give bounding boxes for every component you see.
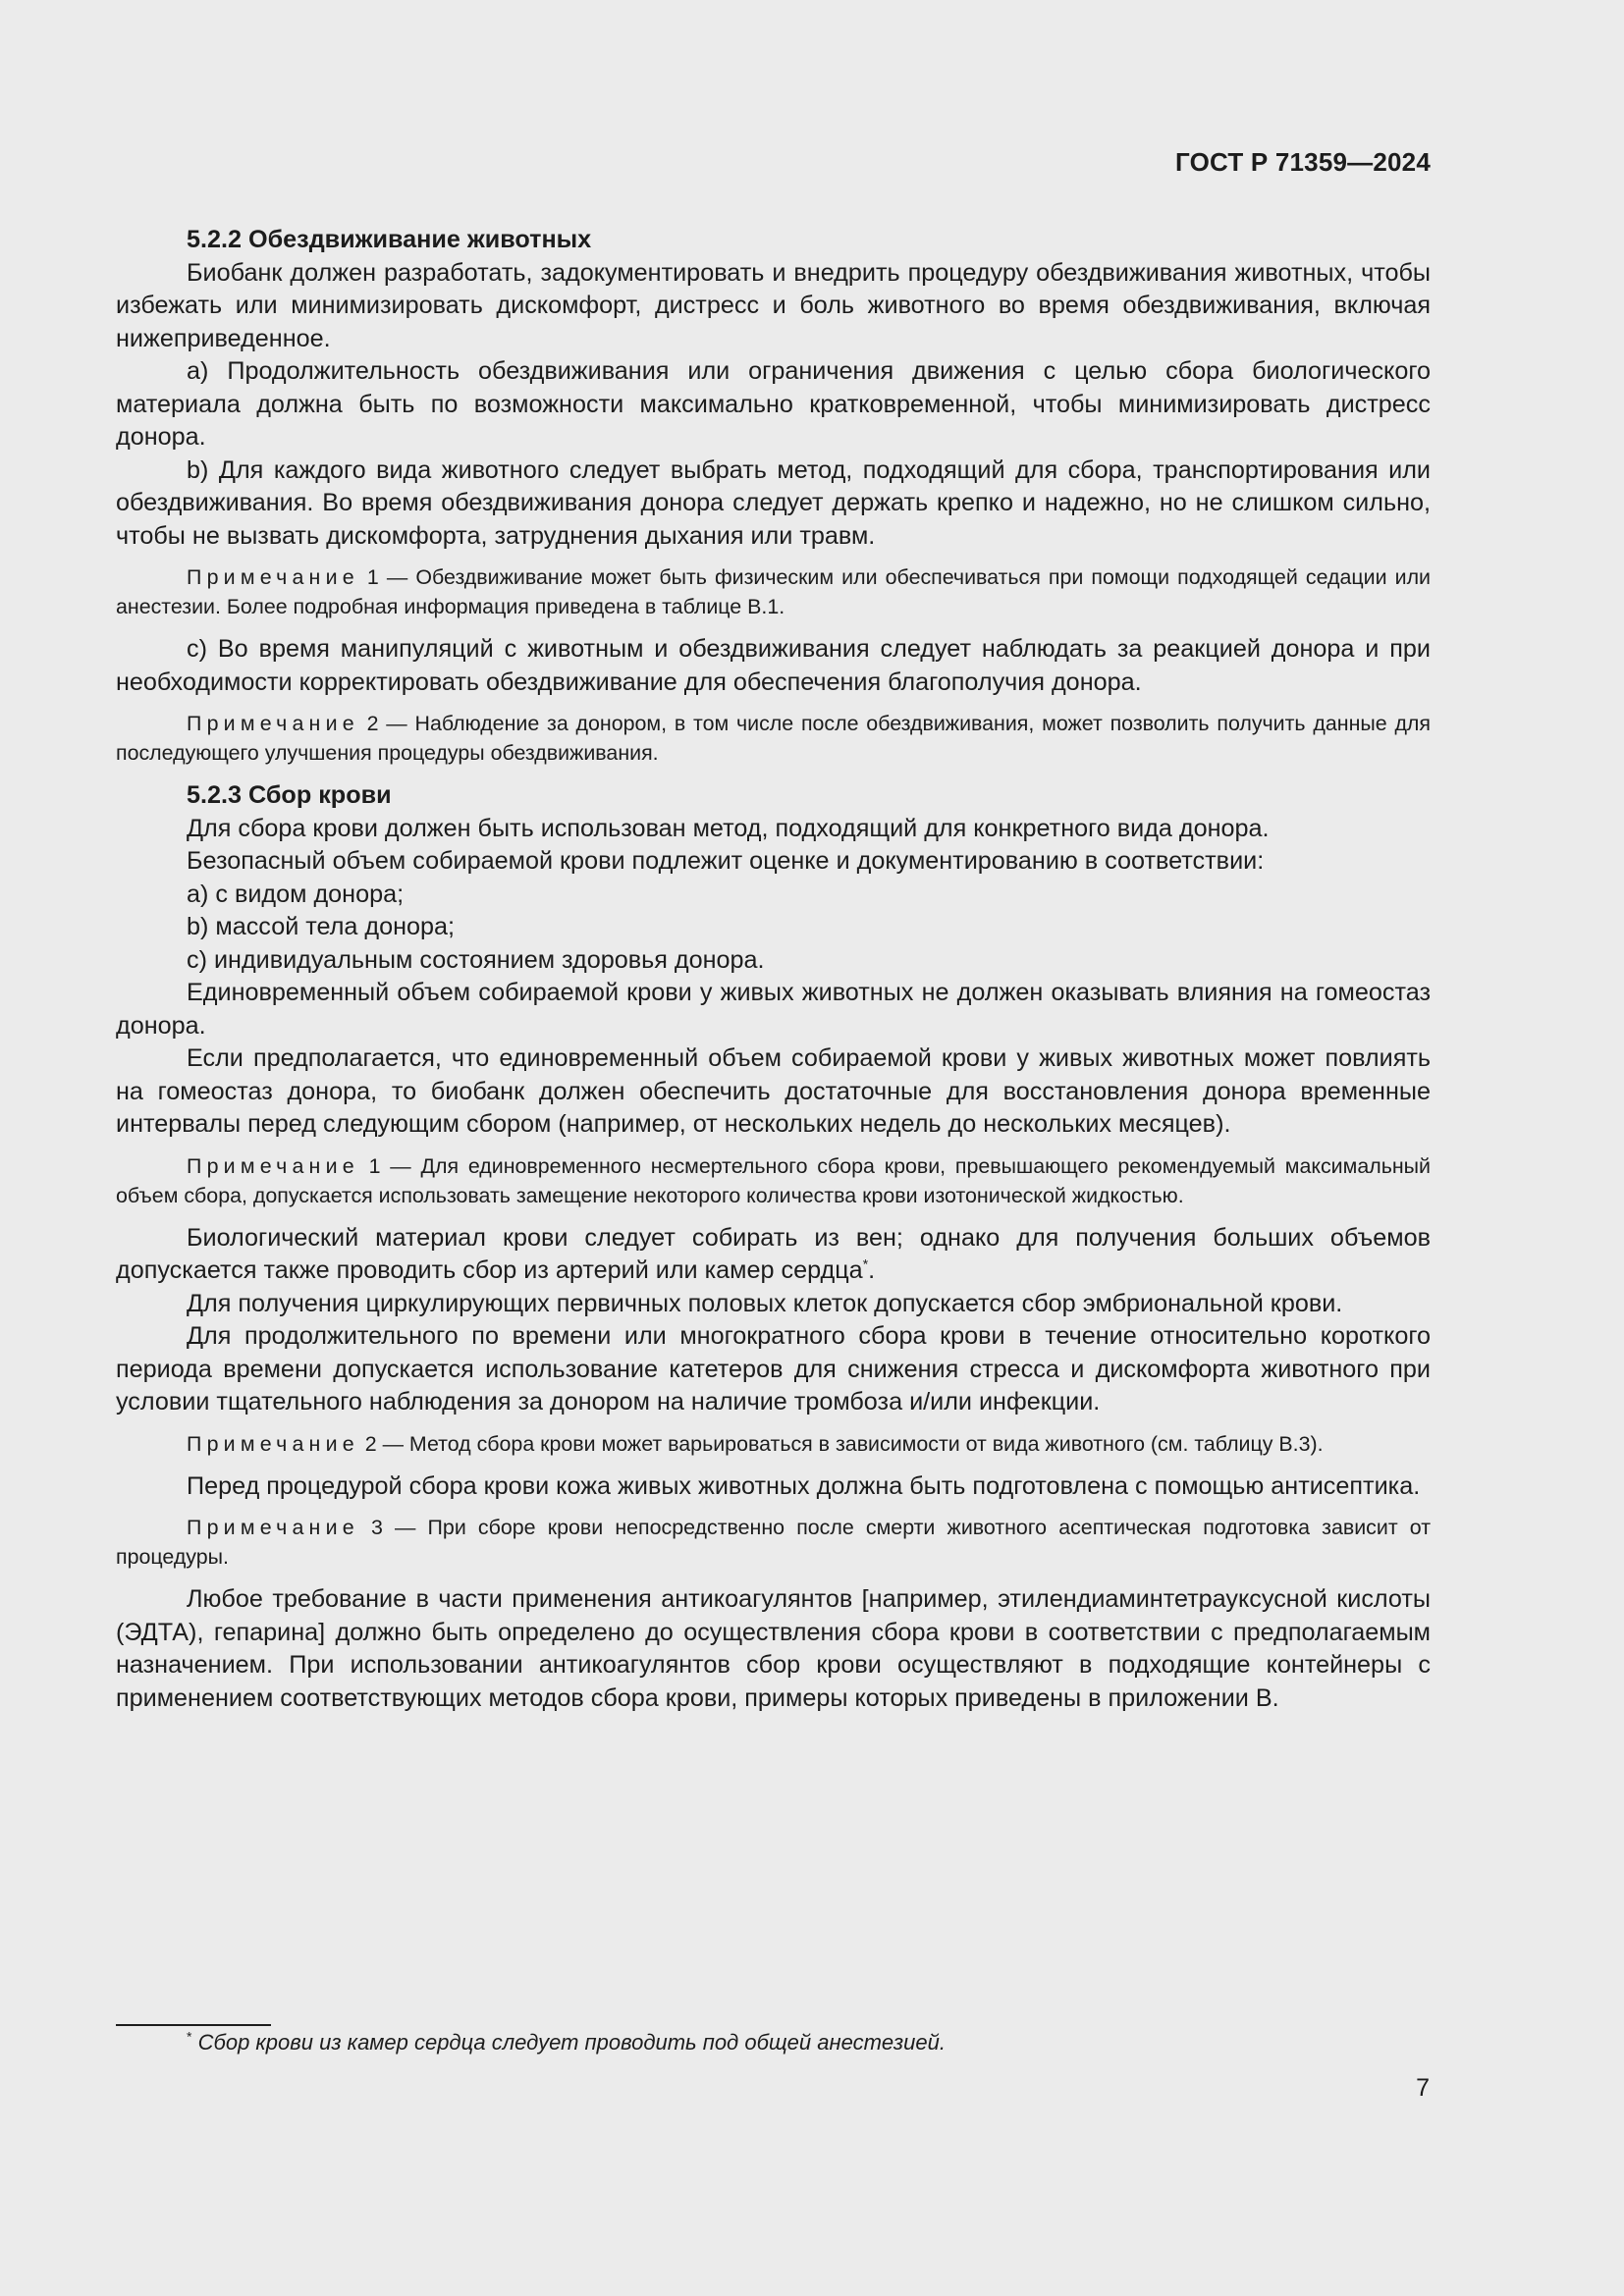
list-item-b: b) Для каждого вида животного следует выбрать метод, подходящий для сбора, транспортирования или обездвиживания. Во время обездвиживания донора следует держать крепко и надежно, но не слишком сильно, чтобы не вызвать дискомфорта, затруднения дыхания или травм. [116,455,1431,550]
paragraph [116,1222,1431,1288]
section-heading-5-2-2: 5.2.2 Обездвиживание животных [187,226,592,253]
paragraph-text: Биологический материал крови следует собирать из вен; однако для получения больших объемов допускается также проводить сбор из артерий или камер сердца [116,1223,1431,1284]
list-item-b: b) массой тела донора; [187,913,456,940]
footnote-divider [116,2024,271,2026]
note-text: 2 — Метод сбора крови может варьироваться в зависимости от вида животного (см. таблицу В.3). [358,1431,1324,1456]
list-item-c: c) Во время манипуляций с животным и обездвиживания следует наблюдать за реакцией донора и при необходимости корректировать обездвиживание для обеспечения благополучия донора. [116,635,1431,696]
note-text: 1 — Для единовременного несмертельного сбора крови, превышающего рекомендуемый максимальный объем сбора, допускается использовать замещение некоторого количества крови изотонической жидкостью. [116,1153,1431,1207]
note-label: Примечание [187,565,359,589]
paragraph: Если предполагается, что единовременный объем собираемой крови у живых животных может повлиять на гомеостаз донора, то биобанк должен обеспечить достаточные для восстановления донора временные интервалы перед следующим сбором (например, от нескольких недель до нескольких месяцев). [116,1044,1431,1138]
footnote-reference[interactable]: * [862,1255,869,1272]
note-label: Примечание [187,1431,359,1456]
document-code: ГОСТ Р 71359—2024 [1175,147,1431,177]
note-text: 1 — Обездвиживание может быть физическим или обеспечиваться при помощи подходящей седации или анестезии. Более подробная информация приведена в таблице В.1. [116,565,1431,618]
paragraph: Безопасный объем собираемой крови подлежит оценке и документированию в соответствии: [187,847,1265,875]
paragraph: Биобанк должен разработать, задокументировать и внедрить процедуру обездвиживания животных, чтобы избежать или минимизировать дискомфорт, дистресс и боль животного во время обездвиживания, включая нижеприведенное. [116,258,1431,352]
paragraph: Для продолжительного по времени или многократного сбора крови в течение относительно короткого периода времени допускается использование катетеров для снижения стресса и дискомфорта животного при условии тщательного наблюдения за донором на наличие тромбоза и/или инфекции. [116,1322,1431,1415]
paragraph: Любое требование в части применения антикоагулянтов [например, этилендиаминтетрауксусной кислоты (ЭДТА), гепарина] должно быть определено до осуществления сбора крови в соответствии с предполагаемым назначением. При использовании антикоагулянтов сбор крови осуществляют в подходящие контейнеры с применением соответствующих методов сбора крови, примеры которых приведены в приложении В. [116,1585,1431,1712]
page-number: 7 [1416,2074,1430,2102]
list-item-a: a) Продолжительность обездвиживания или ограничения движения с целью сбора биологического материала должна быть по возможности максимально кратковременной, чтобы минимизировать дистресс донора. [116,357,1431,451]
paragraph: Для сбора крови должен быть использован метод, подходящий для конкретного вида донора. [187,814,1270,842]
note-label: Примечание [187,1153,359,1178]
note-text: 2 — Наблюдение за донором, в том числе после обездвиживания, может позволить получить данные для последующего улучшения процедуры обездвиживания. [116,712,1431,765]
paragraph: Перед процедурой сбора крови кожа живых животных должна быть подготовлена с помощью антисептика. [187,1471,1421,1500]
note-2 [116,709,1431,768]
section-heading-5-2-3: 5.2.3 Сбор крови [187,781,392,809]
note-1 [116,1151,1431,1210]
page-body [116,224,1431,1715]
note-2 [116,1429,1431,1459]
list-item-a: a) с видом донора; [187,880,405,908]
paragraph-end: . [868,1256,876,1284]
note-label: Примечание [187,712,359,735]
paragraph: Для получения циркулирующих первичных половых клеток допускается сбор эмбриональной крови. [187,1289,1343,1317]
note-3 [116,1513,1431,1572]
footnote-text: Сбор крови из камер сердца следует проводить под общей анестезией. [191,2030,946,2055]
note-text: 3 — При сборе крови непосредственно после смерти животного асептическая подготовка зависит от процедуры. [116,1516,1431,1569]
paragraph: Единовременный объем собираемой крови у живых животных не должен оказывать влияния на гомеостаз донора. [116,979,1431,1040]
footnote [187,2030,946,2056]
note-1 [116,562,1431,621]
list-item-c: c) индивидуальным состоянием здоровья донора. [187,945,765,974]
footnote-mark: * [187,2028,192,2045]
note-label: Примечание [187,1516,359,1539]
